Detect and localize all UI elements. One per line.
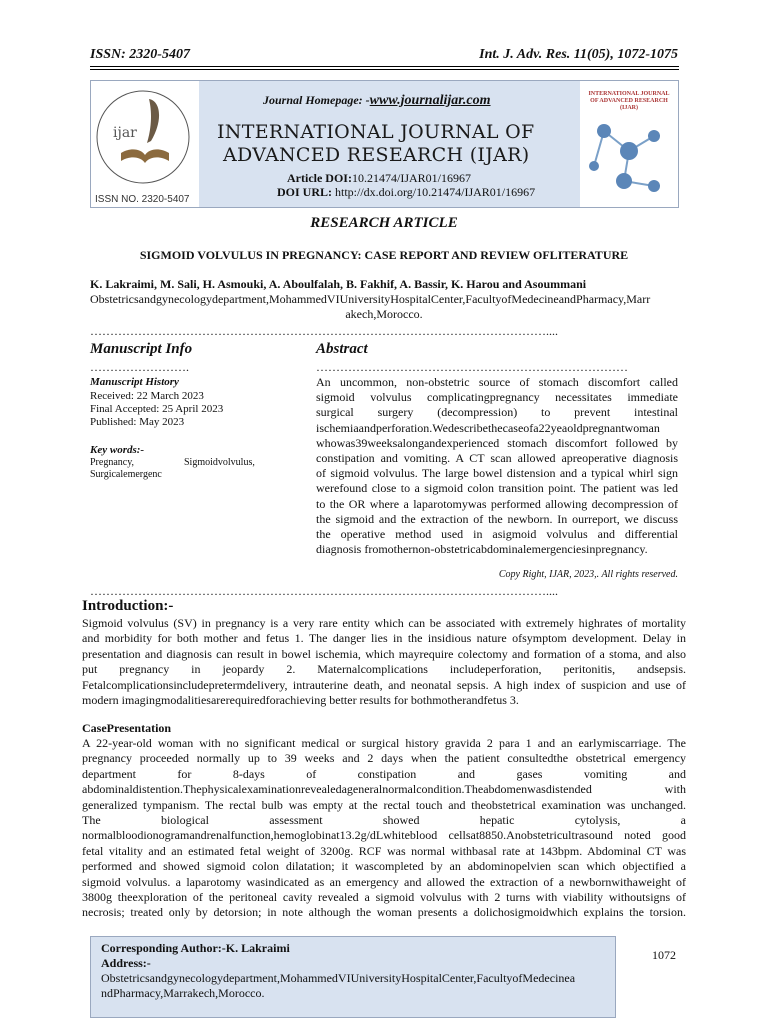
molecule-icon xyxy=(584,111,674,201)
case-line: generalized tympanism. The rectal bulb was empty at the rectal touch and theobstetrical examination was unchanged. xyxy=(82,797,686,812)
logo-issn: ISSN NO. 2320-5407 xyxy=(95,194,190,205)
intro-line: presentation and diagnosis can result in bowel ischemia, which mayrequire colectomy and formation of a stoma, and also xyxy=(82,646,686,661)
abstract-line: whowas39weeksalongandexperienced stomach discomfort followed by xyxy=(316,435,678,450)
received-date: Received: 22 March 2023 xyxy=(90,390,204,402)
separator-mini: ……………………. xyxy=(90,360,189,374)
journal-title-line1: INTERNATIONAL JOURNAL OF xyxy=(217,121,535,143)
citation-label: Int. J. Adv. Res. 11(05), 1072-1075 xyxy=(479,47,678,62)
corresponding-author-box xyxy=(90,936,616,1018)
journal-cover xyxy=(580,81,678,207)
case-line: 3800g theexploration of the peritoneal cavity revealed a sigmoid volvulus with 2 turns with viability withoutsigns of xyxy=(82,890,686,905)
separator: …………………………………………………………………………………………………….... xyxy=(90,324,558,338)
homepage-line xyxy=(263,93,491,109)
address-label: Address:- xyxy=(101,956,151,970)
homepage-link[interactable]: www.journalijar.com xyxy=(369,93,491,108)
intro-line: modern imagingmodalitiesarerequiredforachieving better results for bothmotherandfetus 3. xyxy=(82,693,519,708)
separator-short: …………………………………………………………………… xyxy=(316,360,628,374)
abstract-line: constipation and vomiting. A CT scan allowed apreoperative diagnosis xyxy=(316,451,678,466)
journal-banner xyxy=(90,80,679,208)
cover-title: INTERNATIONAL JOURNAL OF ADVANCED RESEARCH (IJAR) xyxy=(588,91,670,111)
affiliation-line2: akech,Morocco. xyxy=(345,307,423,321)
logo-text: ijar xyxy=(113,125,137,141)
abstract-line: ischemiaandperforation.Wedescribethecaseofa22yeaoldpregnantwoman xyxy=(316,420,660,435)
homepage-label: Journal Homepage: - xyxy=(263,93,370,107)
article-type: RESEARCH ARTICLE xyxy=(310,215,458,231)
issn-label: ISSN: 2320-5407 xyxy=(90,47,190,62)
case-line: A 22-year-old woman with no significant medical or surgical history gravida 2 para 1 and an earlymiscarriage. The xyxy=(82,736,686,750)
copyright-notice: Copy Right, IJAR, 2023,. All rights reserved. xyxy=(498,569,678,580)
case-line: sigmoid volvulus. a laparotomy wasindicated as an emergency and allowed the extraction of a newbornwithaweight of xyxy=(82,874,686,889)
case-line: fetal vitality and an estimated fetal weight of 3200g. RCF was normal withbasal rate at 143bpm. Abdominal CT was xyxy=(82,843,686,858)
case-line: The biological assessment showed hepatic cytolysis, a xyxy=(82,813,686,828)
keyword-1: Pregnancy, xyxy=(90,457,135,468)
introduction-body xyxy=(82,616,686,708)
abstract-line: sigmoid volvulus complicatingpregnancy necessitates immediate xyxy=(316,390,678,405)
quill-book-icon xyxy=(91,81,199,207)
abstract-line: surgical surgery (decompression) to prevent intestinal xyxy=(316,405,678,420)
keyword-3: Surgicalemergenc xyxy=(90,469,162,480)
keyword-2: Sigmoidvolvulus, xyxy=(184,457,255,468)
case-line: normalbloodionogramandrenalfunction,hemoglobinat13.2g/dLwhiteblood cellsat8850.Anobstetricultrasound noted good xyxy=(82,828,686,843)
case-line: department for 8-days of constipation and gases vomiting and xyxy=(82,766,686,781)
doi-url-label: DOI URL: xyxy=(277,185,333,199)
abstract-line: werefound close to a sigmoid colon transition point. The patient was led xyxy=(316,481,678,496)
published-date: Published: May 2023 xyxy=(90,416,185,428)
intro-line: put pregnancy in jeopardy 2. Maternalcomplications includeperforation, peritonitis, andsepsis. xyxy=(82,662,686,677)
page-number: 1072 xyxy=(652,948,676,962)
doi-label: Article DOI: xyxy=(287,171,352,185)
keywords-label: Key words:- xyxy=(90,444,145,456)
doi-url-line xyxy=(277,185,535,200)
header-rule xyxy=(90,66,679,67)
authors: K. Lakraimi, M. Sali, H. Asmouki, A. Aboulfalah, B. Fakhif, A. Bassir, K. Harou and Asoummani xyxy=(90,277,587,291)
abstract-line: the operative method used in asigmoid volvulus and differential xyxy=(316,527,678,542)
case-line: abdominaldistention.Thephysicalexaminationrevealedageneralnormalcondition.Theabdomenwasdistended with xyxy=(82,782,686,797)
journal-logo xyxy=(91,81,199,207)
doi-line xyxy=(287,171,471,186)
history-label: Manuscript History xyxy=(90,376,179,388)
accepted-date: Final Accepted: 25 April 2023 xyxy=(90,403,224,415)
introduction-heading: Introduction:- xyxy=(82,598,174,614)
abstract-line: to the OR where a laparotomywas performed allowing decompression of xyxy=(316,496,678,511)
journal-title-line2: ADVANCED RESEARCH (IJAR) xyxy=(223,144,530,166)
separator: …………………………………………………………………………………………………….... xyxy=(90,584,558,598)
case-body xyxy=(82,736,686,921)
abstract-line: the sigmoid and the extraction of the newborn. In ourreport, we discuss xyxy=(316,511,678,526)
case-line: pregnancy proceeded normally up to 39 weeks and 2 days when the patient consultedthe obstetrical emergency xyxy=(82,751,686,766)
case-line: necrosis; treated only by detorsion; in note although the woman presents a dolichosigmoidwhich explains the torsion. xyxy=(82,905,686,920)
case-heading: CasePresentation xyxy=(82,721,172,735)
abstract-line: An uncommon, non-obstetric source of stomach discomfort called xyxy=(316,375,678,389)
intro-line: Fetalcomplicationsincludepretermdelivery, intrauterine death, and neonatal sepsis. A high index of suspicion and use of xyxy=(82,677,686,692)
address-line1: Obstetricsandgynecologydepartment,MohammedVIUniversityHospitalCenter,FacultyofMedecinea xyxy=(101,971,576,985)
abstract-line: of sigmoid volvulus. The large bowel distension and a typical whirl sign xyxy=(316,466,678,481)
address-line2: ndPharmacy,Marrakech,Morocco. xyxy=(101,986,265,1000)
abstract-body xyxy=(316,375,678,557)
abstract-line: diagnosis fromothernon-obstetricabdominalemergenciesinpregnancy. xyxy=(316,542,648,557)
intro-line: and morbidity for both mother and fetus 1. The danger lies in the insidious nature ofsymptom development. Delay in xyxy=(82,631,686,646)
header-rule-2 xyxy=(90,69,679,70)
corresponding-author-label: Corresponding Author:-K. Lakraimi xyxy=(101,941,290,955)
doi-value: 10.21474/IJAR01/16967 xyxy=(351,171,471,185)
article-title: SIGMOID VOLVULUS IN PREGNANCY: CASE REPORT AND REVIEW OFLITERATURE xyxy=(139,248,629,262)
doi-url-link[interactable]: http://dx.doi.org/10.21474/IJAR01/16967 xyxy=(335,185,536,199)
intro-line: Sigmoid volvulus (SV) in pregnancy is a very rare entity which can be associated with extremely highrates of mortality xyxy=(82,616,686,630)
manuscript-info-heading: Manuscript Info xyxy=(90,341,193,357)
abstract-heading: Abstract xyxy=(316,341,368,357)
case-line: performed and showed sigmoid colon dilatation; it wascompleted by an abdominopelvien scan which objectified a xyxy=(82,859,686,874)
affiliation-line1: Obstetricsandgynecologydepartment,MohammedVIUniversityHospitalCenter,FacultyofMedecineandPharmacy,Marr xyxy=(90,292,651,306)
